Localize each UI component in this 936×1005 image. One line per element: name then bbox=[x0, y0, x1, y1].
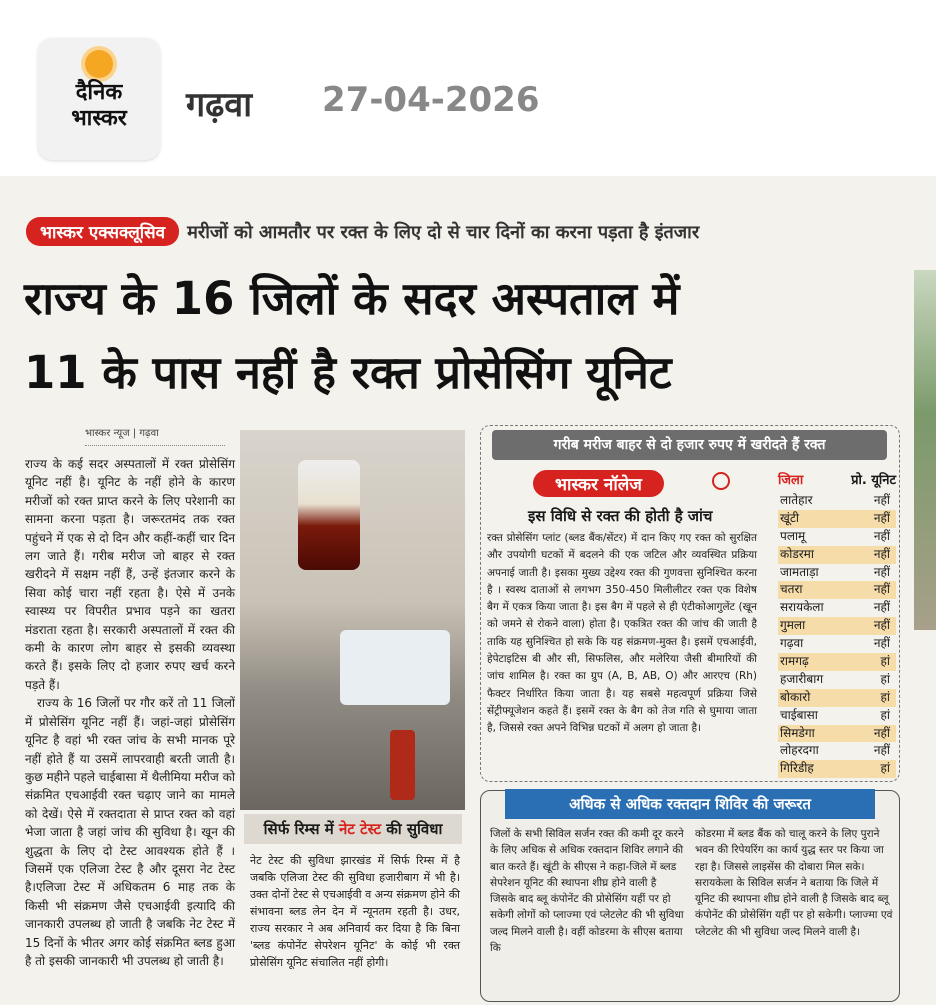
district-name: गिरिडीह bbox=[780, 761, 814, 776]
body-paragraph-1: राज्य के कई सदर अस्पतालों में रक्त प्रोसेसिंग यूनिट नहीं है। यूनिट के नहीं होने के कारण मरीजों को रक्त प्राप्त करने के लिए परेशानी का सामना करना पड़ता है। जरूरतमंद तक रक्त पहुंचने में एक से दो दिन और कहीं-कहीं चार दिन लग जाते हैं। गरीब मरीज जो बाहर से रक्त खरीदने में सक्षम नहीं हैं, उन्हें इंतजार करने के सिवा कोई चारा नहीं रहता है। ऐसे में उनके स्वास्थ्य पर विपरीत प्रभाव पड़ने का खतरा मंडराता रहता है। सरकारी अस्पतालों में रक्त की कमी के कारण लोग बाहर से इसकी व्यवस्था करते हैं। इसके लिए दो हजार रुपए खर्च करने पड़ते हैं। bbox=[25, 457, 235, 692]
headline-line1: राज्य के 16 जिलों के सदर अस्पताल में bbox=[24, 272, 680, 325]
unit-status: नहीं bbox=[873, 618, 890, 633]
unit-status: नहीं bbox=[873, 743, 890, 758]
unit-status: नहीं bbox=[873, 600, 890, 615]
app-header bbox=[0, 0, 936, 172]
district-name: लोहरदगा bbox=[780, 743, 819, 758]
heading-part: सिर्फ रिम्स में bbox=[263, 820, 339, 838]
blood-camp-col1: जिलों के सभी सिविल सर्जन रक्त की कमी दूर करने के लिए अधिक से अधिक रक्तदान शिविर लगाने की बात करते हैं। खूंटी के सीएस ने कहा-जिले में ब्लड सेपरेशन यूनिट की स्थापना शीघ्र होने वाली है जिसके बाद ब्लू कंपोनेंट की प्रोसेसिंग यहीं पर हो सकेगी लोगों को प्लाज्मा एवं प्लेटलेट की भी सुविधा जल्द मिलने वाली है। वहीं कोडरमा के सीएस बताया कि bbox=[490, 828, 684, 955]
table-row bbox=[778, 671, 896, 689]
unit-status: हां bbox=[880, 654, 890, 669]
knowledge-text: रक्त प्रोसेसिंग प्लांट (ब्लड बैंक/सेंटर) में दान किए गए रक्त को सुरक्षित और उपयोगी घटकों में बदलने की एक जटिल और व्यवस्थित प्रक्रिया अपनाई जाती है। इसका मुख्य उद्देश्य रक्त की गुणवत्ता सुनिश्चित करना है । स्वस्थ दाताओं से लगभग 350-450 मिलीलीटर रक्त एक विशेष बैग में एकत्र किया जाता है। इस बैग में पहले से ही एंटीकोआगुलेंट (खून को जमने से रोकने वाला) होता है। एकत्रित रक्त की जांच की जाती है ताकि यह सुनिश्चित हो सके कि यह संक्रमण-मुक्त है। इसमें एचआईवी, हेपेटाइटिस बी और सी, सिफलिस, और मलेरिया जैसी बीमारियों की जांच शामिल है। रक्त का ग्रुप (A, B, AB, O) और आरएच (Rh) फैक्टर निर्धारित किया जाता है। यह सबसे महत्वपूर्ण प्रक्रिया जिसे सेंट्रीफ्यूजेशन कहते हैं। इसमें रक्त के बैग को तेज गति से घुमाया जाता है, जिससे रक्त अपने विभिन्न घटकों में अलग हो जाता है। bbox=[487, 532, 757, 735]
district-name: बोकारो bbox=[780, 689, 811, 704]
logo-text-line1: दैनिक bbox=[75, 80, 123, 105]
unit-status: नहीं bbox=[873, 510, 890, 525]
district-name: चतरा bbox=[780, 582, 803, 597]
knowledge-subhead: इस विधि से रक्त की होती है जांच bbox=[528, 507, 713, 525]
table-row bbox=[778, 725, 896, 743]
knowledge-badge: भास्कर नॉलेज bbox=[533, 470, 664, 497]
blood-camp-col2: कोडरमा में ब्लड बैंक को चालू करने के लिए पुराने भवन की रिपेयरिंग का कार्य युद्ध स्तर पर किया जा रहा है। जिससे लाइसेंस की दोबारा मिल सके। सरायकेला के सिविल सर्जन ने बताया कि जिले में यूनिट की स्थापना शीघ्र होने वाली है जिसके बाद ब्लू कंपोनेंट की प्रोसेसिंग यहीं पर हो सकेगी। प्लाज्मा एवं प्लेटलेट की भी सुविधा जल्द मिलने वाली है। bbox=[695, 828, 893, 938]
column-header-unit: प्रो. यूनिट bbox=[851, 473, 896, 488]
knowledge-box-header: गरीब मरीज बाहर से दो हजार रुपए में खरीदते हैं रक्त bbox=[492, 430, 887, 460]
table-row bbox=[778, 617, 896, 635]
table-row bbox=[778, 599, 896, 617]
dainik-bhaskar-logo[interactable] bbox=[38, 38, 160, 160]
unit-status: नहीं bbox=[873, 636, 890, 651]
column-header-district: जिला bbox=[778, 473, 804, 488]
unit-status: नहीं bbox=[873, 493, 890, 507]
byline: भास्कर न्यूज | गढ़वा bbox=[85, 425, 225, 446]
table-row bbox=[778, 546, 896, 564]
district-name: सिमडेगा bbox=[780, 725, 815, 740]
sun-icon bbox=[85, 50, 113, 78]
table-row bbox=[778, 492, 896, 510]
kicker-text: मरीजों को आमतौर पर रक्त के लिए दो से चार दिनों का करना पड़ता है इंतजार bbox=[187, 221, 700, 243]
blood-sample-image bbox=[390, 730, 415, 800]
unit-status: नहीं bbox=[873, 546, 890, 561]
unit-status: हां bbox=[880, 689, 890, 704]
district-unit-table bbox=[778, 470, 896, 778]
unit-status: नहीं bbox=[873, 528, 890, 543]
kicker bbox=[26, 217, 699, 246]
blood-processing-photo bbox=[240, 430, 465, 810]
district-name: कोडरमा bbox=[780, 546, 814, 561]
table-row bbox=[778, 653, 896, 671]
blood-bag-image bbox=[298, 460, 360, 570]
heading-highlight: नेट टेस्ट bbox=[338, 820, 381, 838]
unit-status: हां bbox=[880, 671, 890, 686]
district-name: हजारीबाग bbox=[780, 671, 824, 686]
district-name: लातेहार bbox=[780, 493, 813, 507]
photo-box-text: नेट टेस्ट की सुविधा झारखंड में सिर्फ रिम्स में है जबकि एलिजा टेस्ट की सुविधा हजारीबाग में भी है। उक्त दोनों टेस्ट से एचआईवी व अन्य संक्रमण होने की संभावना ब्लड लेन देन में न्यूनतम रहती है। उधर, राज्य सरकार ने अब अनिवार्य कर दिया है कि बिना 'ब्लड कंपोनेंट सेपरेशन यूनिट' के कोई भी रक्त प्रोसेसिंग यूनिट संचालित नहीं होगी। bbox=[250, 854, 460, 969]
body-paragraph-2: राज्य के 16 जिलों पर गौर करें तो 11 जिलों में प्रोसेसिंग यूनिट नहीं हैं। जहां-जहां प्रोसेसिंग यूनिट है वहां भी रक्त जांच के सभी मानक पूरे नहीं होते हैं या उसमें लापरवाही बरती जाती है। कुछ महीने पहले चाईबासा में थैलीमिया मरीज को संक्रमित एचआईवी रक्त चढ़ाए जाने का मामले को देखें। ऐसे में रक्तदाता से प्राप्त रक्त को वहां भेजा जाता है जहां जांच की सुविधा है। खून की शुद्धता के लिए दो टेस्ट आवश्यक होते हैं । जिसमें एक एलिजा टेस्ट है और दूसरा नेट टेस्ट है।एलिजा टेस्ट में अधिकतम 6 माह तक के किसी भी संक्रमण जैसे एचआईवी इत्यादि की जानकारी उपलब्ध हो जाती है जबकि नेट टेस्ट में 15 दिनों के भीतर अगर कोई संक्रमित ब्लड हुआ है तो इसकी जानकारी भी उपलब्ध हो जाती है। bbox=[25, 696, 235, 968]
table-row bbox=[778, 564, 896, 582]
district-name: खूंटी bbox=[780, 510, 799, 525]
unit-status: हां bbox=[880, 761, 890, 776]
unit-status: नहीं bbox=[873, 725, 890, 740]
adjacent-photo bbox=[914, 270, 936, 630]
table-row bbox=[778, 635, 896, 653]
district-name: गुमला bbox=[780, 618, 806, 633]
table-row bbox=[778, 689, 896, 707]
table-row bbox=[778, 742, 896, 760]
photo-box-heading bbox=[244, 814, 462, 844]
table-row bbox=[778, 707, 896, 725]
unit-status: नहीं bbox=[873, 564, 890, 579]
logo-text-line2: भास्कर bbox=[71, 106, 127, 131]
blood-camp-header: अधिक से अधिक रक्तदान शिविर की जरूरत bbox=[505, 789, 875, 819]
table-row bbox=[778, 760, 896, 778]
headline bbox=[24, 262, 904, 410]
district-name: पलामू bbox=[780, 528, 806, 543]
table-row bbox=[778, 581, 896, 599]
brain-icon bbox=[712, 472, 730, 490]
table-row bbox=[778, 528, 896, 546]
exclusive-badge: भास्कर एक्सक्लूसिव bbox=[26, 217, 179, 246]
machine-image bbox=[340, 630, 450, 705]
edition-city: गढ़वा bbox=[186, 85, 252, 125]
table-header bbox=[778, 470, 896, 492]
district-name: जामताड़ा bbox=[780, 564, 819, 579]
edition-date: 27-04-2026 bbox=[322, 80, 540, 120]
unit-status: हां bbox=[880, 707, 890, 722]
table-row bbox=[778, 510, 896, 528]
headline-line2: 11 के पास नहीं है रक्त प्रोसेसिंग यूनिट bbox=[24, 346, 672, 399]
heading-part: की सुविधा bbox=[381, 820, 443, 838]
adjacent-article-fragment bbox=[908, 210, 936, 1000]
unit-status: नहीं bbox=[873, 582, 890, 597]
adjacent-column-fragment bbox=[0, 210, 18, 1000]
district-name: गढ़वा bbox=[780, 636, 804, 651]
article-body bbox=[25, 455, 235, 970]
district-name: रामगढ़ bbox=[780, 654, 809, 669]
district-name: सरायकेला bbox=[780, 600, 824, 615]
district-name: चाईबासा bbox=[780, 707, 818, 722]
